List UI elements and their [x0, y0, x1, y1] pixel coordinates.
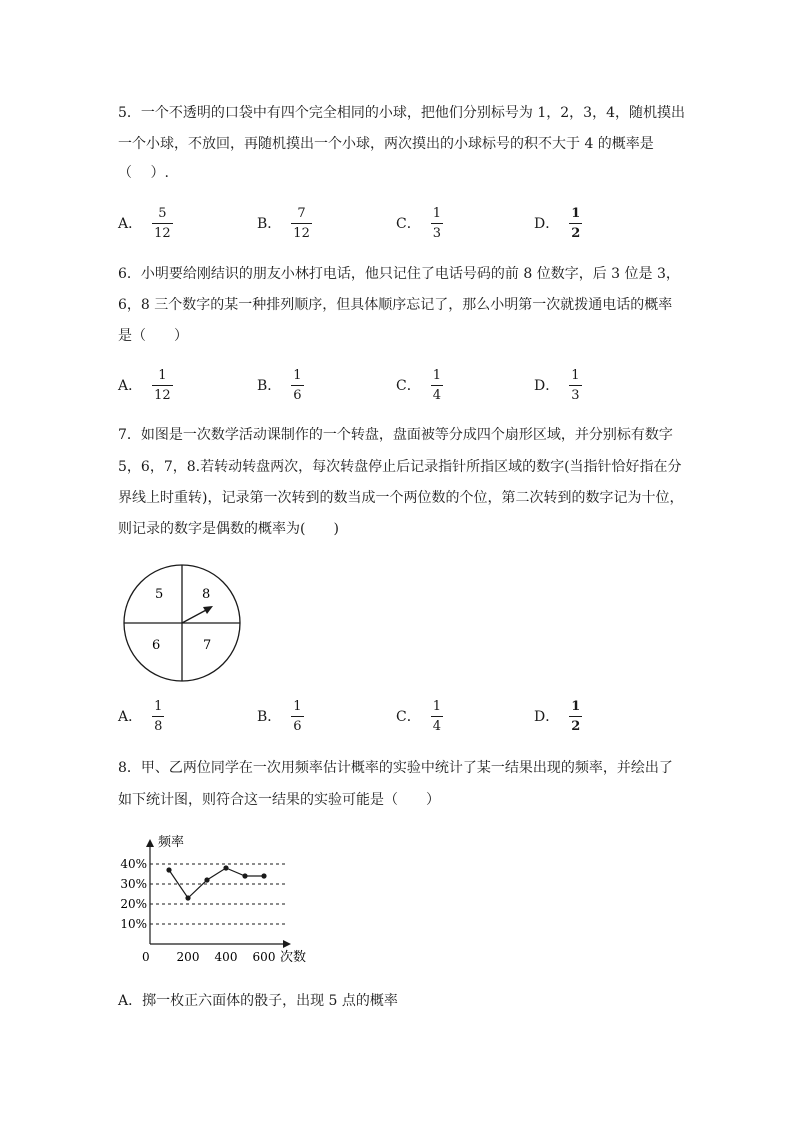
series-line	[169, 868, 264, 898]
q6-option-a[interactable]	[118, 368, 173, 403]
y-axis-label: 频率	[158, 835, 185, 850]
q6-line-3: 是（ ）	[118, 328, 188, 344]
x-tick-label: 600	[252, 950, 276, 964]
q6-line-1: 6．小明要给刚结识的朋友小林打电话，他只记住了电话号码的前 8 位数字，后 3 位是 3，	[118, 266, 680, 282]
y-tick-label: 30%	[120, 877, 147, 891]
data-point	[223, 865, 228, 870]
spinner-label-5: 5	[155, 587, 164, 602]
q5-line-1: 5．一个不透明的口袋中有四个完全相同的小球，把他们分别标号为 1，2，3，4，随机摸出	[118, 105, 685, 121]
q5-option-c[interactable]	[396, 206, 443, 241]
q8-line-1: 8．甲、乙两位同学在一次用频率估计概率的实验中统计了某一结果出现的频率，并绘出了	[118, 760, 673, 776]
fraction: $\frac{1}{3}$	[432, 206, 441, 241]
q7-option-a[interactable]	[118, 699, 164, 734]
fraction: $\frac{5}{12}$	[154, 206, 171, 241]
fraction: $\frac{1}{4}$	[432, 368, 441, 403]
option-label: A．	[118, 708, 143, 725]
data-point	[242, 873, 247, 878]
option-label: C．	[396, 215, 421, 232]
fraction: $\frac{7}{12}$	[293, 206, 310, 241]
spinner-label-8: 8	[202, 587, 211, 602]
q7-option-b[interactable]	[257, 699, 304, 734]
spinner-label-7: 7	[203, 638, 212, 653]
q8-option-a[interactable]: A．掷一枚正六面体的骰子，出现 5 点的概率	[118, 993, 398, 1009]
option-label: D．	[534, 708, 560, 725]
y-tick-label: 20%	[120, 897, 147, 911]
y-tick-label: 10%	[120, 917, 147, 931]
fraction: $\frac{1}{12}$	[154, 368, 171, 403]
q7-option-c[interactable]	[396, 699, 443, 734]
fraction: $\frac{1}{3}$	[571, 368, 580, 403]
data-point	[204, 877, 209, 882]
frequency-line-chart	[110, 830, 320, 970]
fraction: $\frac{1}{8}$	[154, 699, 163, 734]
fraction: $\frac{1}{4}$	[432, 699, 441, 734]
x-tick-label: 400	[214, 950, 238, 964]
q7-line-2: 5，6，7，8.若转动转盘两次，每次转盘停止后记录指针所指区域的数字(当指针恰好指在分	[118, 459, 682, 475]
option-label: D．	[534, 215, 560, 232]
q6-option-d[interactable]	[534, 368, 582, 403]
q7-line-3: 界线上时重转)，记录第一次转到的数当成一个两位数的个位，第二次转到的数字记为十位，	[118, 490, 684, 506]
x-tick-label: 0	[142, 950, 150, 964]
q5-option-a[interactable]	[118, 206, 173, 241]
x-axis-label: 次数	[280, 950, 307, 965]
x-axis-arrow-icon	[283, 940, 291, 948]
data-point	[166, 867, 171, 872]
q5-line-2: 一个小球，不放回，再随机摸出一个小球，两次摸出的小球标号的积不大于 4 的概率是	[118, 136, 654, 152]
option-label: B．	[257, 708, 282, 725]
fraction: $\frac{1}{6}$	[293, 368, 302, 403]
spinner-label-6: 6	[152, 638, 161, 653]
q7-option-d[interactable]	[534, 699, 582, 734]
fraction: $\frac{1}{2}$	[571, 699, 581, 734]
option-label: C．	[396, 377, 421, 394]
q5-option-b[interactable]	[257, 206, 312, 241]
spinner-diagram	[118, 560, 248, 690]
q5-option-d[interactable]	[534, 206, 582, 241]
data-point	[185, 895, 190, 900]
fraction: $\frac{1}{2}$	[571, 206, 581, 241]
q6-option-c[interactable]	[396, 368, 443, 403]
option-label: B．	[257, 377, 282, 394]
q7-line-4: 则记录的数字是偶数的概率为( )	[118, 521, 339, 537]
q5-line-3: （ ）.	[118, 165, 169, 181]
option-label: D．	[534, 377, 560, 394]
arrow-head-icon	[203, 606, 213, 614]
y-tick-label: 40%	[120, 857, 147, 871]
option-label: C．	[396, 708, 421, 725]
q6-line-2: 6，8 三个数字的某一种排列顺序，但具体顺序忘记了，那么小明第一次就拨通电话的概率	[118, 297, 673, 313]
spinner-pointer	[182, 609, 208, 623]
q8-line-2: 如下统计图，则符合这一结果的实验可能是（ ）	[118, 792, 440, 808]
x-tick-label: 200	[176, 950, 200, 964]
option-label: A．	[118, 215, 143, 232]
q7-line-1: 7．如图是一次数学活动课制作的一个转盘，盘面被等分成四个扇形区域，并分别标有数字	[118, 427, 673, 443]
data-point	[261, 873, 266, 878]
fraction: $\frac{1}{6}$	[293, 699, 302, 734]
option-label: A．	[118, 377, 143, 394]
option-label: B．	[257, 215, 282, 232]
q6-option-b[interactable]	[257, 368, 304, 403]
y-axis-arrow-icon	[146, 839, 154, 847]
